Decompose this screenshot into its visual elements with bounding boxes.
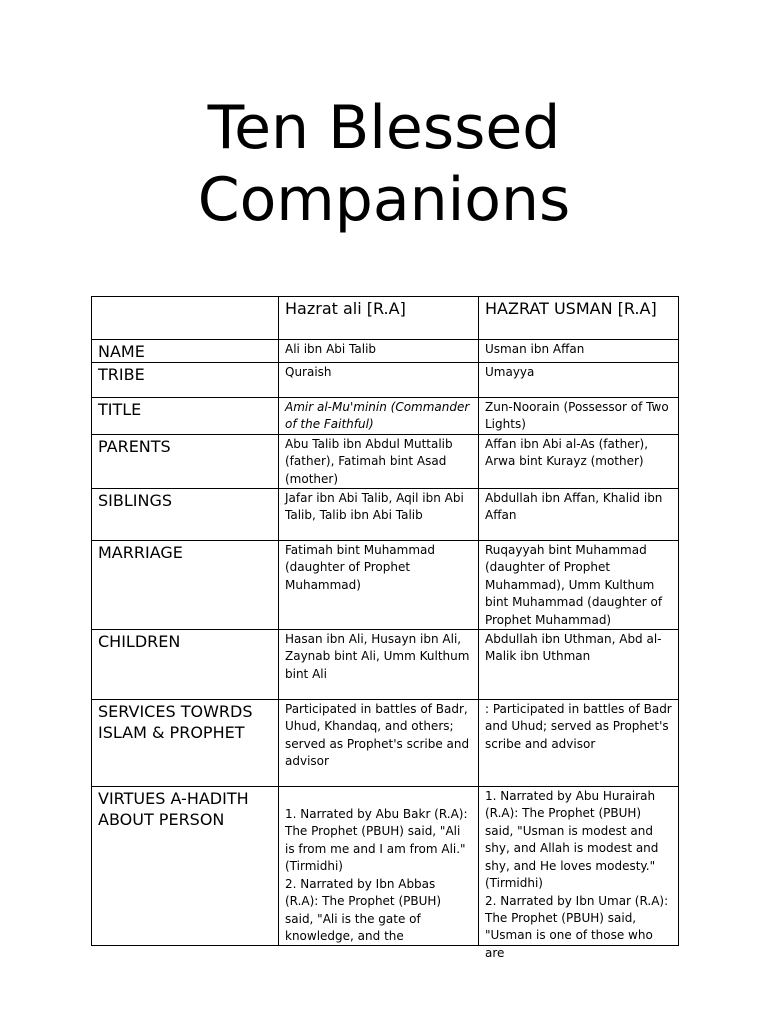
table-row <box>92 489 679 541</box>
cell-ali-title: Amir al-Mu'minin (Commander of the Faithful) <box>279 398 479 435</box>
cell-ali-name: Ali ibn Abi Talib <box>279 340 479 363</box>
cell-ali-tribe: Quraish <box>279 363 479 398</box>
usman-hadith-2: 2. Narrated by Ibn Umar (R.A): The Prophet (PBUH) said, "Usman is one of those who are <box>485 893 669 960</box>
row-label-marriage: MARRIAGE <box>92 541 279 630</box>
row-label-virtues: VIRTUES A-HADITH ABOUT PERSON <box>92 787 279 946</box>
table-row <box>92 434 679 488</box>
table-row <box>92 340 679 363</box>
cell-ali-children: Hasan ibn Ali, Husayn ibn Ali, Zaynab bint Ali, Umm Kulthum bint Ali <box>279 630 479 700</box>
ali-hadith-2: 2. Narrated by Ibn Abbas (R.A): The Prophet (PBUH) said, "Ali is the gate of knowledge, and the <box>285 876 442 943</box>
header-row <box>92 297 679 340</box>
cell-usman-parents: Affan ibn Abi al-As (father), Arwa bint Kurayz (mother) <box>479 434 679 488</box>
table-row <box>92 541 679 630</box>
usman-hadith-1: 1. Narrated by Abu Hurairah (R.A): The Prophet (PBUH) said, "Usman is modest and shy, and Allah is modest and shy, and He loves modesty." (Tirmidhi) <box>485 789 659 891</box>
table-row <box>92 700 679 787</box>
cell-ali-services: Participated in battles of Badr, Uhud, Khandaq, and others; served as Prophet's scribe and advisor <box>279 700 479 787</box>
page-title <box>0 92 768 236</box>
cell-ali-marriage: Fatimah bint Muhammad (daughter of Prophet Muhammad) <box>279 541 479 630</box>
cell-ali-virtues <box>279 787 479 946</box>
row-label-name: NAME <box>92 340 279 363</box>
row-label-tribe: TRIBE <box>92 363 279 398</box>
cell-usman-marriage: Ruqayyah bint Muhammad (daughter of Prophet Muhammad), Umm Kulthum bint Muhammad (daughter of Prophet Muhammad) <box>479 541 679 630</box>
cell-usman-siblings: Abdullah ibn Affan, Khalid ibn Affan <box>479 489 679 541</box>
cell-usman-virtues <box>479 787 679 960</box>
cell-usman-children: Abdullah ibn Uthman, Abd al-Malik ibn Uthman <box>479 630 679 700</box>
table-row <box>92 398 679 435</box>
row-label-title: TITLE <box>92 398 279 435</box>
row-label-children: CHILDREN <box>92 630 279 700</box>
table-row <box>92 630 679 700</box>
row-label-services: SERVICES TOWRDS ISLAM & PROPHET <box>92 700 279 787</box>
cell-ali-parents: Abu Talib ibn Abdul Muttalib (father), Fatimah bint Asad (mother) <box>279 434 479 488</box>
cell-usman-tribe: Umayya <box>479 363 679 398</box>
cell-usman-name: Usman ibn Affan <box>479 340 679 363</box>
row-label-siblings: SIBLINGS <box>92 489 279 541</box>
header-usman: HAZRAT USMAN [R.A] <box>479 297 679 340</box>
cell-ali-siblings: Jafar ibn Abi Talib, Aqil ibn Abi Talib, Talib ibn Abi Talib <box>279 489 479 541</box>
companions-table <box>91 296 679 960</box>
header-ali: Hazrat ali [R.A] <box>279 297 479 340</box>
table-row <box>92 363 679 398</box>
table-row <box>92 787 679 946</box>
title-line-1: Ten Blessed <box>207 93 561 163</box>
row-label-parents: PARENTS <box>92 434 279 488</box>
ali-hadith-1: 1. Narrated by Abu Bakr (R.A): The Prophet (PBUH) said, "Ali is from me and I am from Ali." (Tirmidhi) <box>285 807 468 874</box>
header-empty-cell <box>92 297 279 340</box>
cell-usman-title: Zun-Noorain (Possessor of Two Lights) <box>479 398 679 435</box>
cell-usman-services: : Participated in battles of Badr and Uhud; served as Prophet's scribe and advisor <box>479 700 679 787</box>
title-line-2: Companions <box>197 165 571 235</box>
